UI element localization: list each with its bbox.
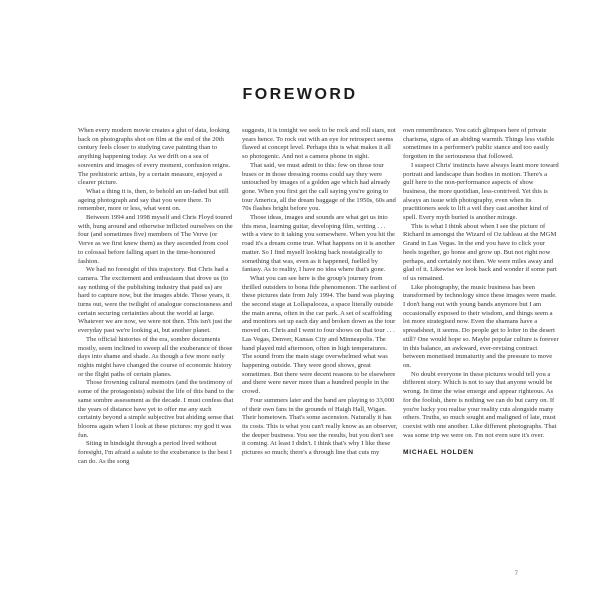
text-column-1 [78, 127, 234, 466]
paragraph: What you can see here is the group's journey from thrilled outsiders to bona fide phenomenon. The earliest of these pictures date from July 1994. The band was playing the second stage at Lollapalooza, a space literally outside the main arena, often in the car park. A set of scaffolding and monitors set up each day and broken down as the tour moved on. Chris and I went to four shows on that tour . . . Las Vegas, Denver, Kansas City and Minneapolis. The band played mid afternoon, often in high temperatures. The sound from the main stage overwhelmed what was happening outside. They were good shows, great sometimes. But there were decent reasons to be elsewhere and there were never more than a hundred people in the crowd. [242, 274, 397, 396]
author-byline: MICHAEL HOLDEN [403, 449, 474, 457]
paragraph: Those ideas, images and sounds are what get us into this mess, learning guitar, developing film, writing . . . with a view to it taking you somewhere. When you hit the road it's a dream come true. What happens on it is another matter. So I find myself looking back nostalgically to something that was, even as it happened, fuelled by fantasy. As to reality, I have no idea where that's gone. [242, 214, 396, 274]
paragraph: suggests, it is tonight we seek to be rock and roll stars, not years hence. To rock out with an eye for retrospect seems flawed at concept level. Perhaps this is what makes it all so photogenic. And not a camera phone in sight. [242, 127, 396, 161]
paragraph: No doubt everyone in these pictures would tell you a different story. Which is not to say that anyone would be wrong. In time the wise emerge and appear righteous. As for the foolish, there is nothing we can do but carry on. If you're lucky you realise your reality cuts alongside many others. Truths, so much sought and maligned of late, must coexist with one another. Like different photographs. That was some trip we were on. I'm not even sure it's over. [403, 370, 557, 439]
paragraph: We had no foresight of this trajectory. But Chris had a camera. The excitement and enthusiasm that drove us (to say nothing of the publishing industry that paid us) are hard to capture now, but the images abide. Those years, it turns out, were the twilight of analogue consciousness and certain securing certainties about the world at large. Whatever we are now, we were not then. This isn't just the everyday past we're looking at, but another planet. [78, 266, 233, 335]
paragraph: Four summers later and the band are playing to 33,000 of their own fans in the grounds of Haigh Hall, Wigan. Their hometown. That's some ascension. Naturally it has its costs. This is what you can't really know as an observer, the deeper business. You see the results, but you don't see it coming. At least I didn't. I think that's why I like these pictures so much; there's a through line that cuts my [242, 396, 398, 457]
paragraph: Between 1994 and 1998 myself and Chris Floyd toured with, hung around and otherwise inflicted ourselves on the four (and sometimes five) members of The Verve (or Verve as we first knew them) as they ascended from cool to colossal before falling apart in the time-honoured fashion. [78, 214, 233, 265]
paragraph: Siting in hindsight through a period lived without foresight, I'm afraid a salute to the exuberance is the best I can do. As the song [78, 440, 232, 465]
paragraph: This is what I think about when I see the picture of Richard in amongst the Wizard of Oz tableau at the MGM Grand in Las Vegas. In the end you have to click your heels together, go home and grow up. But not right now perhaps, and certainly not then. We were miles away and glad of it. Likewise we look back and wonder if some part of us remained. [403, 222, 557, 282]
paragraph: What a thing it is, then, to behold an un-faded but still ageing photograph and say that you were there. To remember, more or less, what went on. [78, 187, 229, 213]
paragraph: own remembrance. You catch glimpses here of private charisma, signs of an abiding warmth. Things less visible sometimes in a performer's public stance and too easily forgotten in the seriousness that followed. [403, 127, 555, 161]
paragraph: Those frowning cultural memoirs (and the testimony of some of the protagonists) subsist the life of this band to the same sombre assessment as the decade. I must confess that the years of distance have yet to offer me any such certainty beyond a simple subjective but abiding sense that blooms again when I look at these pictures: my god it was fun. [78, 379, 234, 439]
page-number: 7 [514, 571, 518, 577]
text-column-3 [403, 127, 559, 458]
text-column-2 [242, 127, 398, 458]
paragraph: The official histories of the era, sombre documents mostly, seem inclined to sweep all the exuberance of those days into shame and shade. As though a few more early nights might have changed the course of economic history or the flight paths of certain planes. [78, 335, 233, 378]
paragraph: I suspect Chris' instincts have always leant more toward portrait and landscape than bodies in motion. There's a gulf here to the non-performance aspects of show business, the more quotidian, less-contrived. Yet this is always an issue with photography, even when its practitioners seek to lift a veil they cast another kind of spell. Every myth buried is another mirage. [403, 161, 559, 222]
paragraph: Like photography, the music business has been transformed by technology since these images were made. I don't hang out with young bands anymore but I am occasionally exposed to their wisdom, and things seem a lot more strategised now. Even the shamans have a spreadsheet, it seems. Do people get to loiter in the desert still? One would hope so. Maybe popular culture is forever in this balance, an awkward, ever-revising contract between monetised immaturity and the pressure to move on. [403, 283, 559, 369]
page-title: FOREWORD [242, 86, 358, 103]
paragraph: That said, we must admit to this: few on those tour buses or in those dressing rooms could say they were untouched by images of a golden age which had already gone. When you first get the call saying you're going to tour America, all the dream baggage of the 1950s, 60s and 70s flashes bright before you. [242, 161, 396, 213]
paragraph: When every modern movie creates a glut of data, looking back on photographs shot on film at the end of the 20th century feels closer to studying cave painting than to anything happening today. As we drift on a sea of souvenirs and images of every moment, confusion reigns. The prehistoric artists, by a certain measure, enjoyed a clearer picture. [78, 127, 231, 187]
